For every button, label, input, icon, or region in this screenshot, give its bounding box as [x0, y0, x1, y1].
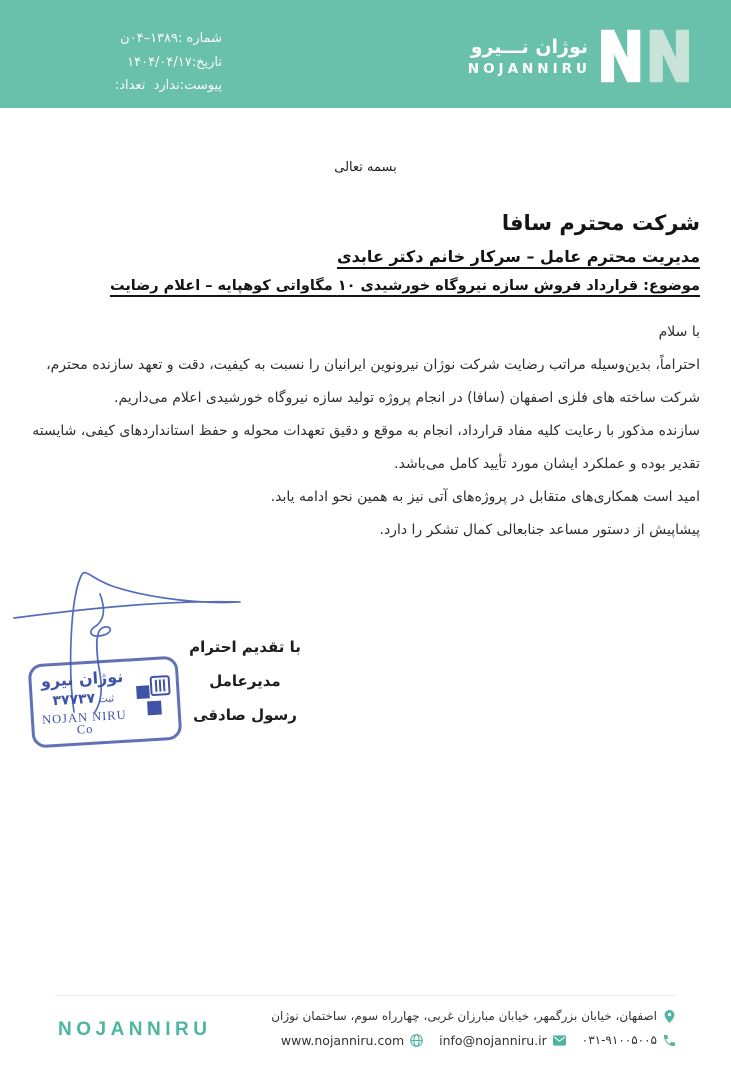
recipient-line: شرکت محترم سافا [501, 211, 700, 235]
body-paragraph: امید است همکاری‌های متقابل در پروژه‌های آتی نیز به همین نحو ادامه یابد. [270, 489, 700, 505]
phone-icon [663, 1034, 676, 1047]
footer-links-row [271, 1030, 676, 1051]
nn-logo-icon [601, 28, 689, 84]
signoff-respect: با تقدیم احترام [189, 638, 301, 656]
signoff-block [166, 630, 324, 732]
body-paragraph: احتراماً، بدین‌وسیله مراتب رضایت شرکت نوژان نیرونوین ایرانیان را نسبت به کیفیت، دقت و تعهد سازنده محترم، شرکت ساخته های فلزی اصفهان (سافا) در انجام پروژه تولید سازه نیروگاه خورشیدی اعلام می‌داریم. [46, 357, 700, 406]
letter-meta [28, 27, 222, 98]
footer-email: info@nojanniru.ir [439, 1033, 547, 1048]
envelope-icon [553, 1034, 566, 1047]
footer-divider [55, 995, 676, 996]
footer-website: www.nojanniru.com [280, 1033, 405, 1048]
signoff-name: رسول صادقی [193, 706, 297, 724]
logo-wordmarks [468, 36, 591, 77]
footer-website-item [281, 1030, 423, 1051]
footer-phone-item [582, 1030, 676, 1051]
body-paragraph: سازنده مذکور با رعایت کلیه مفاد قرارداد، انجام به موقع و دقیق تعهدات محوله و حفظ استانداردهای کیفی، شایسته تقدیر بوده و عملکرد ایشان مورد تأیید کامل می‌باشد. [32, 423, 700, 472]
body-paragraph: پیشاپیش از دستور مساعد جنابعالی کمال تشکر را دارد. [379, 522, 700, 538]
letter-number-line: شماره :۱۳۸۹–۰۴ن [120, 31, 222, 46]
company-logo [468, 28, 689, 84]
salutation: با سلام [658, 324, 700, 340]
subject-line: موضوع: قرارداد فروش سازه نیروگاه خورشیدی ۱۰ مگاواتی کوهپایه – اعلام رضایت [110, 278, 700, 294]
footer-wordmark: NOJANNIRU [58, 1019, 212, 1040]
footer-address-row [271, 1006, 676, 1027]
bismillah: بسمه تعالی [334, 160, 397, 175]
letter-attachment-line: پیوست:ندارد تعداد: [114, 78, 222, 93]
attention-line: مدیریت محترم عامل – سرکار خانم دکتر عابدی [337, 247, 700, 266]
letter-body [30, 316, 700, 547]
footer-email-item [439, 1030, 566, 1051]
company-stamp [28, 655, 183, 748]
stamp-text [37, 668, 130, 738]
latin-wordmark: NOJANNIRU [467, 60, 591, 77]
stamp-company-name: نوژان نیرو [40, 666, 124, 691]
stamp-registration: ثبت ۳۷۷۳۷ [52, 690, 115, 709]
signoff-role: مدیرعامل [209, 672, 281, 690]
globe-icon [410, 1034, 423, 1047]
persian-wordmark: نوژان نـــیرو [470, 35, 589, 58]
stamp-latin-name: NOJAN NIRU Co [41, 707, 128, 737]
letter-date-line: تاریخ:۱۴۰۴/۰۴/۱۷ [127, 54, 222, 70]
footer-phone: ۰۳۱-۹۱۰۰۵۰۰۵ [581, 1033, 657, 1047]
footer-contact [271, 1006, 676, 1051]
location-pin-icon [663, 1010, 676, 1023]
letter-heading [30, 209, 700, 296]
footer-address: اصفهان، خیابان بزرگمهر، خیابان مبارزان غربی، چهارراه سوم، ساختمان نوژان [271, 1009, 657, 1023]
letterhead [0, 0, 731, 108]
